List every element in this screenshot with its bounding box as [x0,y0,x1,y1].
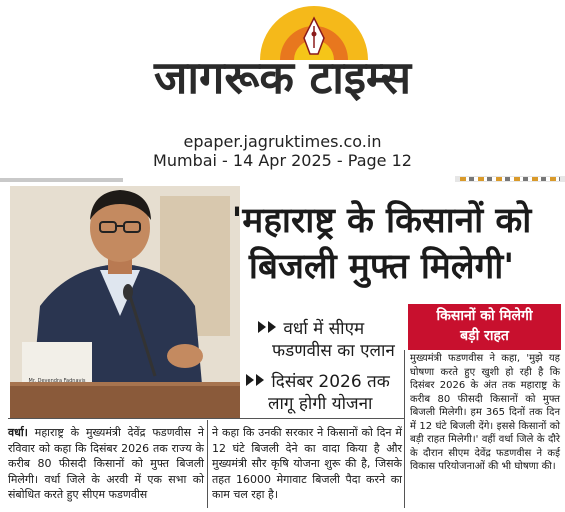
highlight-title-line-2: बड़ी राहत [460,328,509,344]
photo-bottom-rule [8,418,404,419]
column-1-text: महाराष्ट्र के मुख्यमंत्री देवेंद्र फडणवीस ने रविवार को कहा कि दिसंबर 2026 तक राज्य के करीब 80 फीसदी किसानों को मुफ्त बिजली मिलेगी। वर्धा जिले के अरवी में एक सभा को संबोधित करते हुए सीएम फडणवीस [8,426,204,501]
article-headline [204,198,559,290]
article-column-2: ने कहा कि उनकी सरकार ने किसानों को दिन में 12 घंटे बिजली देने का वादा किया है और मुख्यमंत्री सौर कृषि योजना शुरू की है, जिसके तहत 16000 मेगावाट बिजली पैदा करने का काम चल रहा है। [212,426,402,501]
headline-line-2: बिजली मुफ्त मिलेगी' [248,247,515,287]
subhead-2-line-2: लागू होगी योजना [268,394,373,414]
divider-strip [0,178,123,182]
epaper-url[interactable]: epaper.jagruktimes.co.in [183,132,382,151]
arrow-right-icon [258,321,266,333]
subhead-2 [246,371,408,415]
arrow-right-icon [246,374,254,386]
subhead-2-line-1: दिसंबर 2026 तक [271,372,390,392]
headline-line-1: 'महाराष्ट्र के किसानों को [231,201,532,241]
column-divider [207,420,208,508]
edition-date-page: Mumbai - 14 Apr 2025 - Page 12 [153,151,412,170]
divider-pattern [460,177,560,181]
highlight-title-line-1: किसानों को मिलेगी [436,308,533,324]
subhead-1 [258,318,408,362]
nameplate-text: Mr. Devendra Fadnavis [28,378,86,384]
subhead-1-line-1: वर्धा में सीएम [283,319,365,339]
dateline: वर्धा। [8,426,28,439]
column-divider [404,350,405,508]
subhead-1-line-2: फडणवीस का एलान [272,341,395,361]
newspaper-brand-title: जागरूक टाइम्स [153,51,412,104]
highlight-box [408,304,561,350]
arrow-right-icon [256,374,264,386]
article-column-3: मुख्यमंत्री फडणवीस ने कहा, 'मुझे यह घोषणा करते हुए खुशी हो रही है कि दिसंबर 2026 के अंत तक महाराष्ट्र के करीब 80 फीसदी किसानों को मुफ्त बिजली मिलेगी। हम 365 दिनों तक दिन में 12 घंटे बिजली देंगे। इससे किसानों को बड़ी राहत मिलेगी।' वहीं वर्धा जिले के दौरे के दौरान सीएम देवेंद्र फडणवीस ने कई विकास परियोजनाओं की भी घोषणा की। [410,353,560,472]
arrow-right-icon [268,321,276,333]
article-column-1 [8,425,204,503]
